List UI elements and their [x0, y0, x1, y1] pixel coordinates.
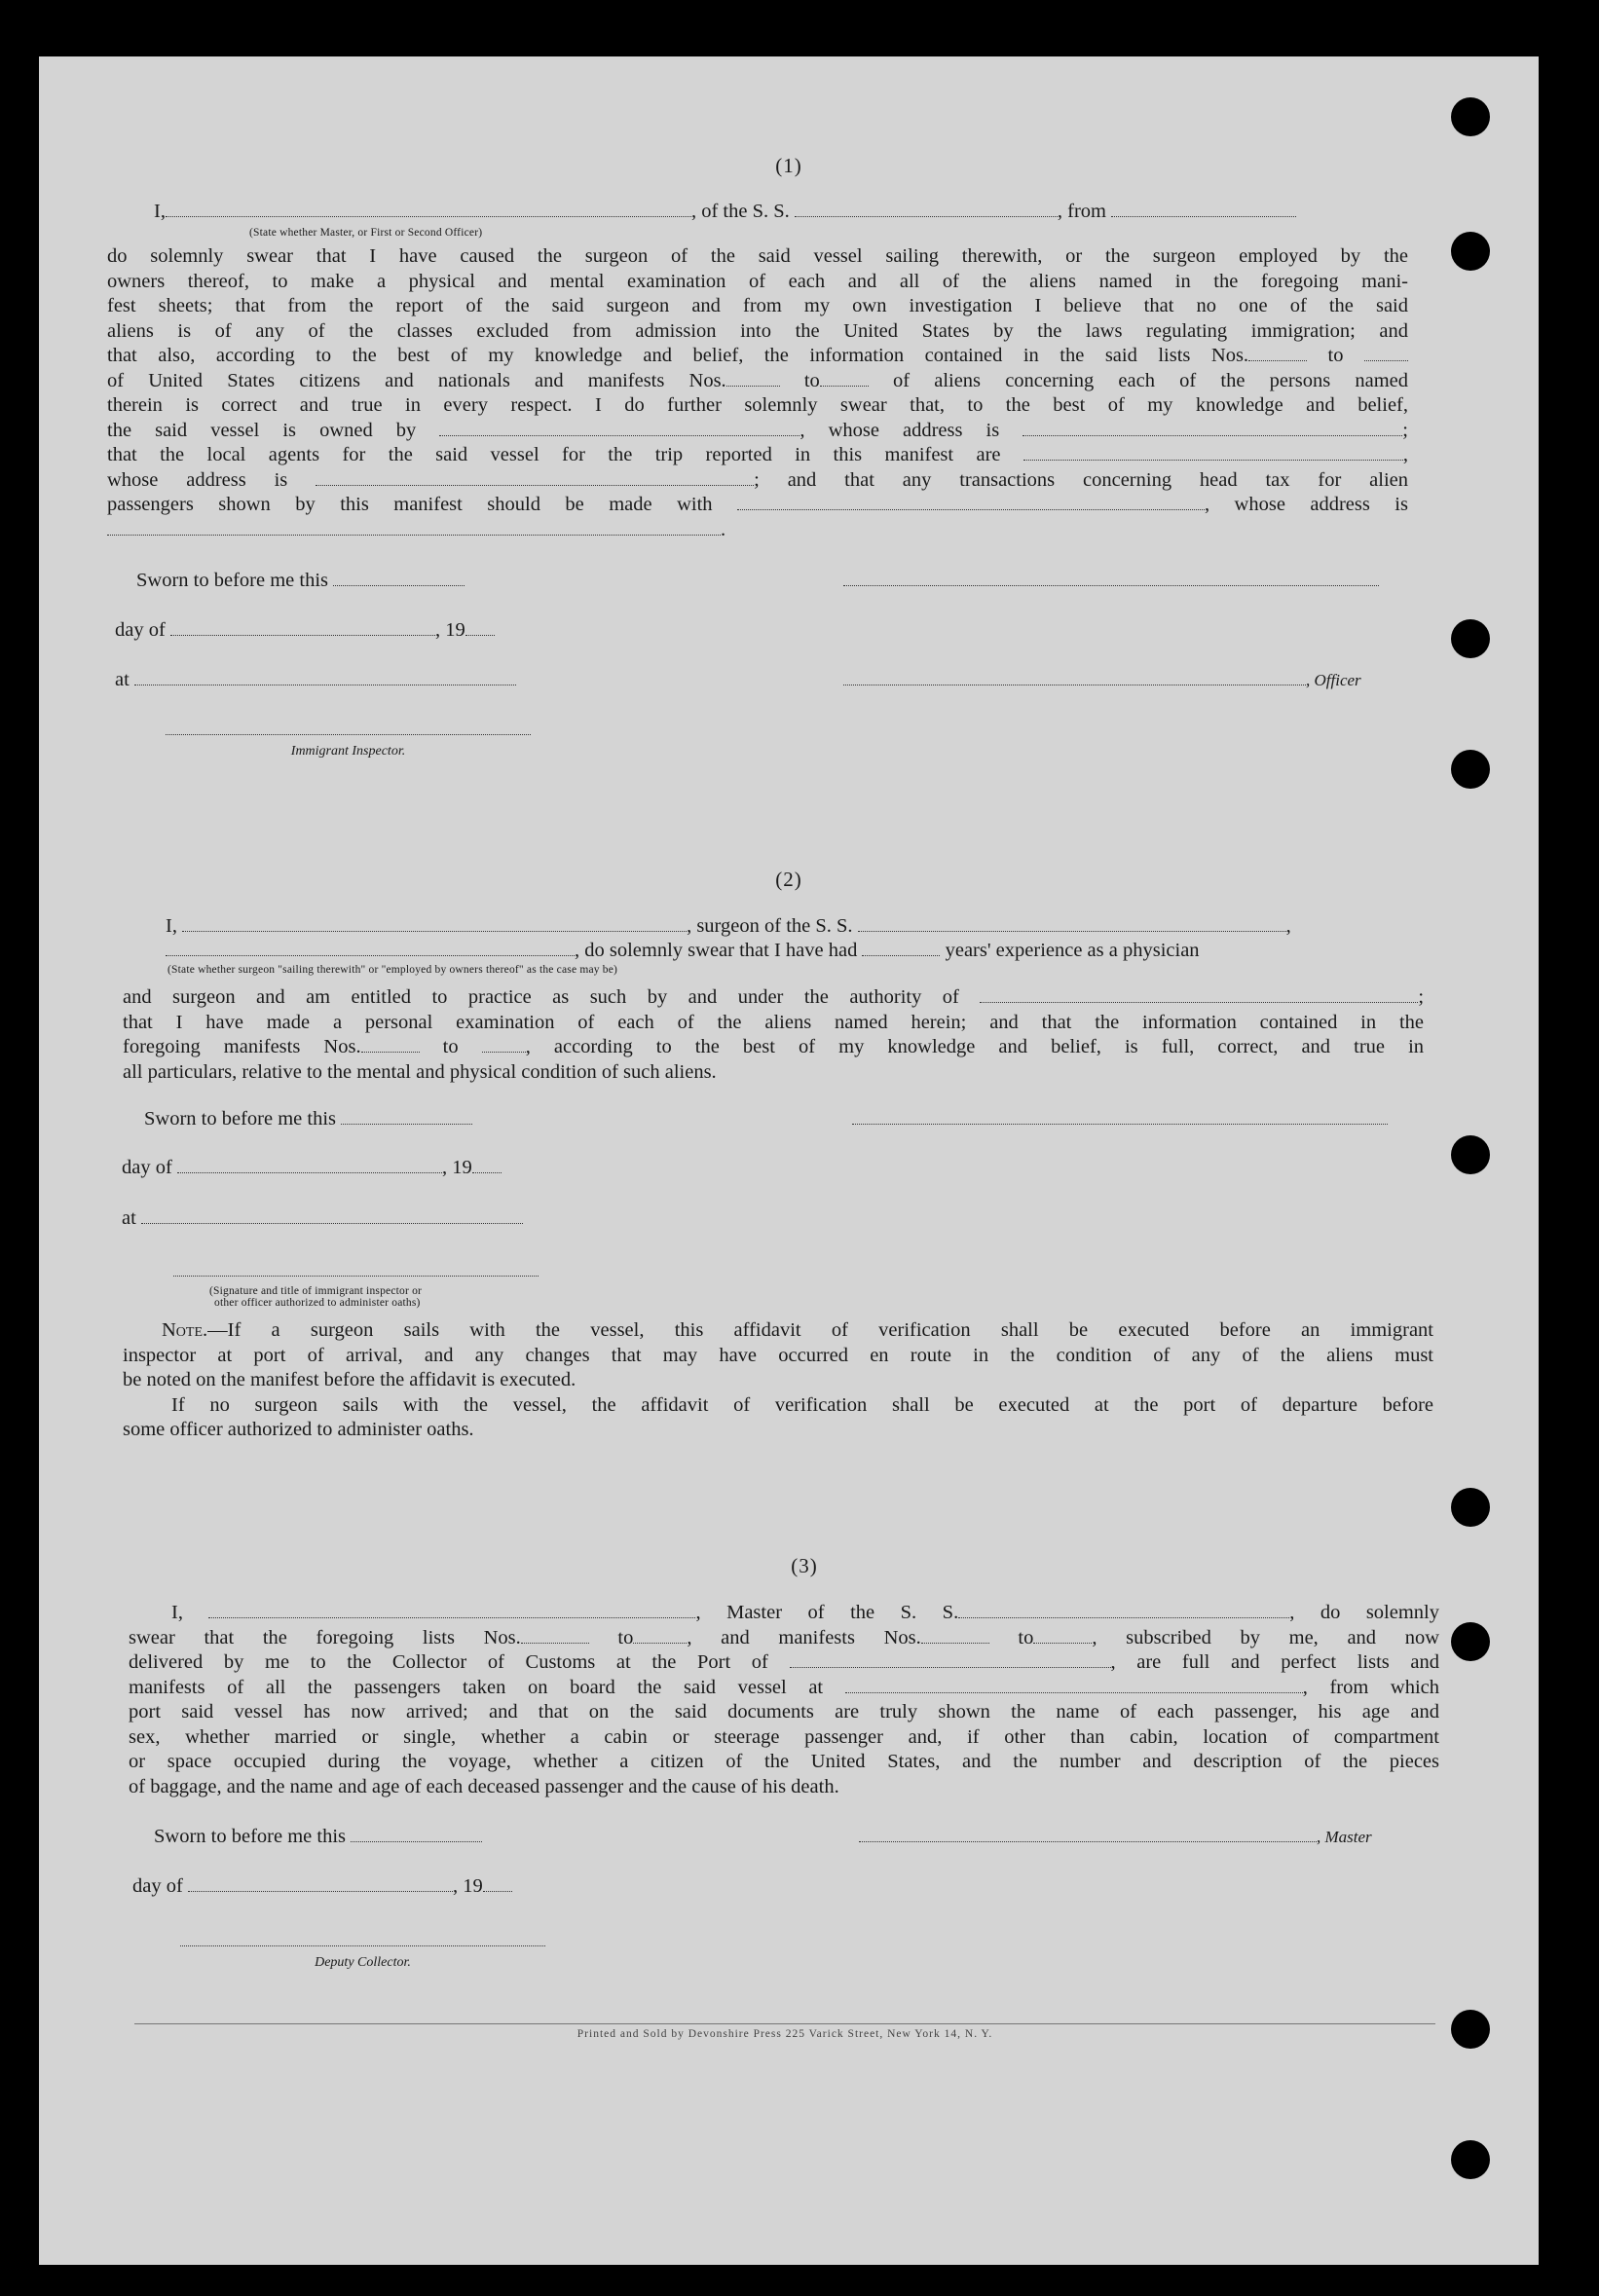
s2-surgeon-signature-line[interactable] — [852, 1124, 1388, 1125]
s1-inspector-signature-line[interactable] — [166, 734, 531, 735]
s1-line1-ss: , of the S. S. — [690, 201, 790, 222]
section-1-number: (1) — [775, 154, 802, 177]
head-tax-address-field[interactable] — [107, 520, 721, 536]
from-port-field[interactable] — [1111, 202, 1296, 217]
s1-text: , — [1402, 444, 1409, 465]
officer-name-field[interactable] — [166, 202, 691, 217]
printer-imprint: Printed and Sold by Devonshire Press 225 Varick Street, New York 14, N. Y. — [576, 2028, 993, 2040]
s2-text: , — [1285, 915, 1291, 937]
s3-text: , from which — [1302, 1676, 1440, 1698]
s1-body-line: aliens is of any of the classes excluded from admission into the United States by the laws regulating immigration; and — [107, 319, 1408, 342]
s2-line-2 — [166, 940, 1200, 962]
s3-lists-to-field[interactable] — [633, 1628, 687, 1644]
s3-manifests-from-field[interactable] — [921, 1628, 989, 1644]
note-line: inspector at port of arrival, and any changes that may have occurred en route in the condition of any of the aliens must — [123, 1344, 1433, 1366]
s2-at-place-field[interactable] — [141, 1208, 523, 1224]
authority-field[interactable] — [980, 987, 1418, 1003]
s1-body-line-6 — [107, 369, 1408, 394]
s2-sig-caption-2: other officer authorized to administer oaths) — [214, 1297, 421, 1309]
s3-day-label: day of — [132, 1875, 183, 1897]
s2-line-1 — [166, 915, 1291, 938]
s3-deputy-caption: Deputy Collector. — [315, 1955, 411, 1970]
s1-body-line-5 — [107, 344, 1408, 369]
punch-hole — [1451, 619, 1490, 658]
s3-day-row — [132, 1875, 512, 1898]
lists-to-field[interactable] — [1364, 346, 1408, 361]
s2-text: and surgeon and am entitled to practice as such by and under the authority of — [123, 986, 959, 1008]
punch-hole — [1451, 1135, 1490, 1174]
s3-text: , and manifests Nos. — [687, 1626, 921, 1648]
s2-text: years' experience as a physician — [945, 940, 1200, 961]
s1-text: . — [721, 518, 726, 540]
s2-year-field[interactable] — [472, 1158, 502, 1173]
s2-text: ; — [1418, 986, 1425, 1008]
master-signature-field[interactable] — [859, 1827, 1317, 1842]
s1-line1-i: I, — [154, 201, 166, 222]
s2-note — [123, 1318, 1433, 1443]
punch-hole — [1451, 2140, 1490, 2179]
s1-body-line-9 — [107, 443, 1408, 468]
s1-text: ; and that any transactions concerning head tax for alien — [754, 468, 1409, 491]
s2-year-label: , 19 — [441, 1157, 472, 1178]
s3-text: , are full and perfect lists and — [1110, 1651, 1439, 1673]
manifests-from-field[interactable] — [726, 371, 780, 387]
s1-text: to — [803, 369, 820, 391]
s3-manifests-to-field[interactable] — [1033, 1628, 1092, 1644]
punch-hole — [1451, 1488, 1490, 1527]
s3-master-label: , Master — [1317, 1828, 1372, 1846]
s1-sworn-label: Sworn to before me this — [136, 570, 328, 591]
s3-sworn-row — [154, 1826, 482, 1848]
s1-year-field[interactable] — [465, 620, 495, 636]
vessel-name-field[interactable] — [795, 202, 1058, 217]
section-3-number: (3) — [791, 1554, 818, 1577]
s3-line-2 — [129, 1626, 1439, 1651]
s1-officer-signature-field[interactable] — [843, 670, 1306, 685]
s1-body-line: therein is correct and true in every respect. I do further solemnly swear that, to the best of my knowledge and belief, — [107, 394, 1408, 416]
s1-body-line: do solemnly swear that I have caused the surgeon of the said vessel sailing therewith, or the surgeon employed by the — [107, 245, 1408, 267]
s3-text: , do solemnly — [1289, 1602, 1439, 1623]
s3-line-3 — [129, 1650, 1439, 1676]
s3-text: to — [1018, 1626, 1034, 1648]
s3-lists-from-field[interactable] — [521, 1628, 589, 1644]
s1-at-row — [115, 669, 516, 691]
s1-sworn-day-field[interactable] — [333, 571, 465, 586]
s2-manifests-to-field[interactable] — [482, 1037, 526, 1053]
footer-rule — [134, 2023, 1435, 2024]
s3-line-1 — [129, 1601, 1439, 1626]
s2-sworn-label: Sworn to before me this — [144, 1108, 336, 1129]
s1-text: , whose address is — [800, 419, 1000, 441]
s1-at-label: at — [115, 669, 130, 690]
s2-inspector-signature-line[interactable] — [173, 1276, 539, 1277]
s3-text: , subscribed by me, and now — [1092, 1626, 1440, 1648]
s1-text: of aliens concerning each of the persons named — [892, 369, 1409, 391]
s3-body-line: or space occupied during the voyage, whether a citizen of the United States, and the number and description of the pieces — [129, 1751, 1439, 1772]
s2-day-row — [122, 1157, 502, 1179]
s1-month-field[interactable] — [170, 620, 435, 636]
collector-port-field[interactable] — [790, 1652, 1111, 1668]
s2-line-5 — [123, 1035, 1424, 1060]
note-line-4 — [123, 1393, 1433, 1419]
punch-hole — [1451, 232, 1490, 271]
s1-at-place-field[interactable] — [134, 670, 516, 685]
s3-text: , Master of the S. S. — [695, 1602, 959, 1623]
s1-text: ; — [1402, 419, 1408, 441]
s3-sworn-label: Sworn to before me this — [154, 1826, 346, 1847]
s3-year-field[interactable] — [483, 1876, 512, 1892]
manifests-to-field[interactable] — [820, 371, 869, 387]
s3-master-row — [859, 1826, 1372, 1848]
s1-inspector-caption: Immigrant Inspector. — [290, 744, 406, 759]
s1-body-line: fest sheets; that from the report of the said surgeon and from my own investigation I believe that no one of the said — [107, 295, 1408, 316]
s2-sworn-day-field[interactable] — [341, 1109, 472, 1125]
s2-text: to — [442, 1036, 459, 1057]
s1-body-line-10 — [107, 468, 1408, 494]
owner-address-field[interactable] — [1023, 421, 1402, 436]
s1-officer-signature-line[interactable] — [843, 585, 1379, 586]
s1-text: that also, according to the best of my knowledge and belief, the information contained in the said lists Nos. — [107, 345, 1249, 366]
lists-from-field[interactable] — [1248, 346, 1307, 361]
s3-line-4 — [129, 1676, 1439, 1701]
s1-text: that the local agents for the said vessel for the trip reported in this manifest are — [107, 444, 1001, 465]
punch-hole — [1451, 750, 1490, 789]
s3-body-line: port said vessel has now arrived; and that on the said documents are truly shown the name of each passenger, his age and — [129, 1701, 1439, 1722]
note-text: —If a surgeon sails with the vessel, this affidavit of verification shall be executed before an immigrant — [207, 1319, 1433, 1341]
s1-officer-label: , Officer — [1306, 671, 1361, 689]
s2-sworn-row — [144, 1108, 472, 1130]
s2-day-label: day of — [122, 1157, 172, 1178]
s1-text: of United States citizens and nationals and manifests Nos. — [107, 369, 726, 391]
s3-sworn-day-field[interactable] — [351, 1827, 482, 1842]
years-experience-field[interactable] — [862, 941, 940, 956]
note-line: be noted on the manifest before the affidavit is executed. — [123, 1369, 576, 1390]
s1-day-row — [115, 619, 495, 642]
s3-month-field[interactable] — [188, 1876, 453, 1892]
s2-text: I, — [166, 915, 177, 937]
s3-year-label: , 19 — [452, 1875, 483, 1897]
surgeon-name-field[interactable] — [182, 916, 687, 932]
s1-body-line-8 — [107, 419, 1408, 444]
agents-address-field[interactable] — [316, 470, 754, 486]
s2-manifests-from-field[interactable] — [361, 1037, 420, 1053]
s1-officer-row — [843, 669, 1361, 691]
s1-year-label: , 19 — [434, 619, 465, 641]
s1-body-line-12 — [107, 518, 1408, 543]
s2-surgeon-hint: (State whether surgeon "sailing therewith" or "employed by owners thereof" as the case may be) — [167, 964, 618, 976]
note-line: some officer authorized to administer oaths. — [123, 1419, 474, 1440]
master-name-field[interactable] — [208, 1603, 695, 1618]
s2-body-line: that I have made a personal examination of each of the aliens named herein; and that the information contained in the — [123, 1011, 1424, 1033]
note-text: If no surgeon sails with the vessel, the affidavit of verification shall be executed at the port of departure before — [171, 1393, 1433, 1416]
s3-body-line: of baggage, and the name and age of each deceased passenger and the cause of his death. — [129, 1775, 839, 1797]
s1-text: the said vessel is owned by — [107, 419, 417, 441]
s1-officer-hint: (State whether Master, or First or Second Officer) — [249, 227, 483, 239]
owner-field[interactable] — [439, 421, 800, 436]
s2-at-label: at — [122, 1207, 136, 1229]
s1-text: , whose address is — [1204, 494, 1408, 515]
s2-at-row — [122, 1207, 523, 1230]
s2-body — [123, 985, 1424, 1085]
s1-body-line-11 — [107, 493, 1408, 518]
s2-text: , according to the best of my knowledge and belief, is full, correct, and true in — [525, 1036, 1425, 1057]
s3-vessel-field[interactable] — [958, 1603, 1289, 1618]
s1-text: passengers shown by this manifest should be made with — [107, 494, 713, 515]
head-tax-party-field[interactable] — [737, 495, 1205, 510]
s3-text: I, — [171, 1602, 183, 1623]
s1-text: to — [1327, 345, 1344, 366]
s1-day-label: day of — [115, 619, 166, 641]
note-label: Note. — [162, 1319, 208, 1341]
s3-body — [129, 1601, 1439, 1799]
local-agents-field[interactable] — [1023, 445, 1403, 461]
s1-text: whose address is — [107, 468, 288, 491]
s2-sig-caption-1: (Signature and title of immigrant inspector or — [209, 1285, 423, 1297]
s2-month-field[interactable] — [177, 1158, 442, 1173]
punch-hole — [1451, 2010, 1490, 2049]
punch-hole — [1451, 97, 1490, 136]
s3-collector-signature-line[interactable] — [180, 1945, 545, 1946]
note-line-1 — [123, 1318, 1433, 1344]
s3-body-line: sex, whether married or single, whether a cabin or steerage passenger and, if other than cabin, location of compartment — [129, 1725, 1439, 1748]
s2-line-3 — [123, 985, 1424, 1011]
s3-text: delivered by me to the Collector of Customs at the Port of — [129, 1651, 768, 1673]
s1-line1-from: , from — [1057, 201, 1106, 222]
boarding-port-field[interactable] — [845, 1678, 1303, 1693]
s3-text: manifests of all the passengers taken on board the said vessel at — [129, 1676, 824, 1698]
s1-body — [107, 244, 1408, 542]
s2-text: , surgeon of the S. S. — [687, 915, 853, 937]
section-2-number: (2) — [775, 868, 802, 891]
s2-text: , do solemnly swear that I have had — [575, 940, 858, 961]
s3-text: to — [617, 1626, 634, 1648]
s1-sworn-row — [136, 570, 465, 592]
punch-hole — [1451, 1622, 1490, 1661]
surgeon-status-field[interactable] — [166, 941, 575, 956]
s2-body-line: all particulars, relative to the mental and physical condition of such aliens. — [123, 1060, 717, 1083]
s3-text: swear that the foregoing lists Nos. — [129, 1626, 521, 1648]
s1-line-1 — [154, 201, 1296, 223]
s2-text: foregoing manifests Nos. — [123, 1036, 361, 1057]
s1-body-line: owners thereof, to make a physical and mental examination of each and all of the aliens named in the foregoing mani- — [107, 270, 1408, 292]
s2-vessel-field[interactable] — [858, 916, 1286, 932]
manifest-page — [39, 56, 1539, 2265]
